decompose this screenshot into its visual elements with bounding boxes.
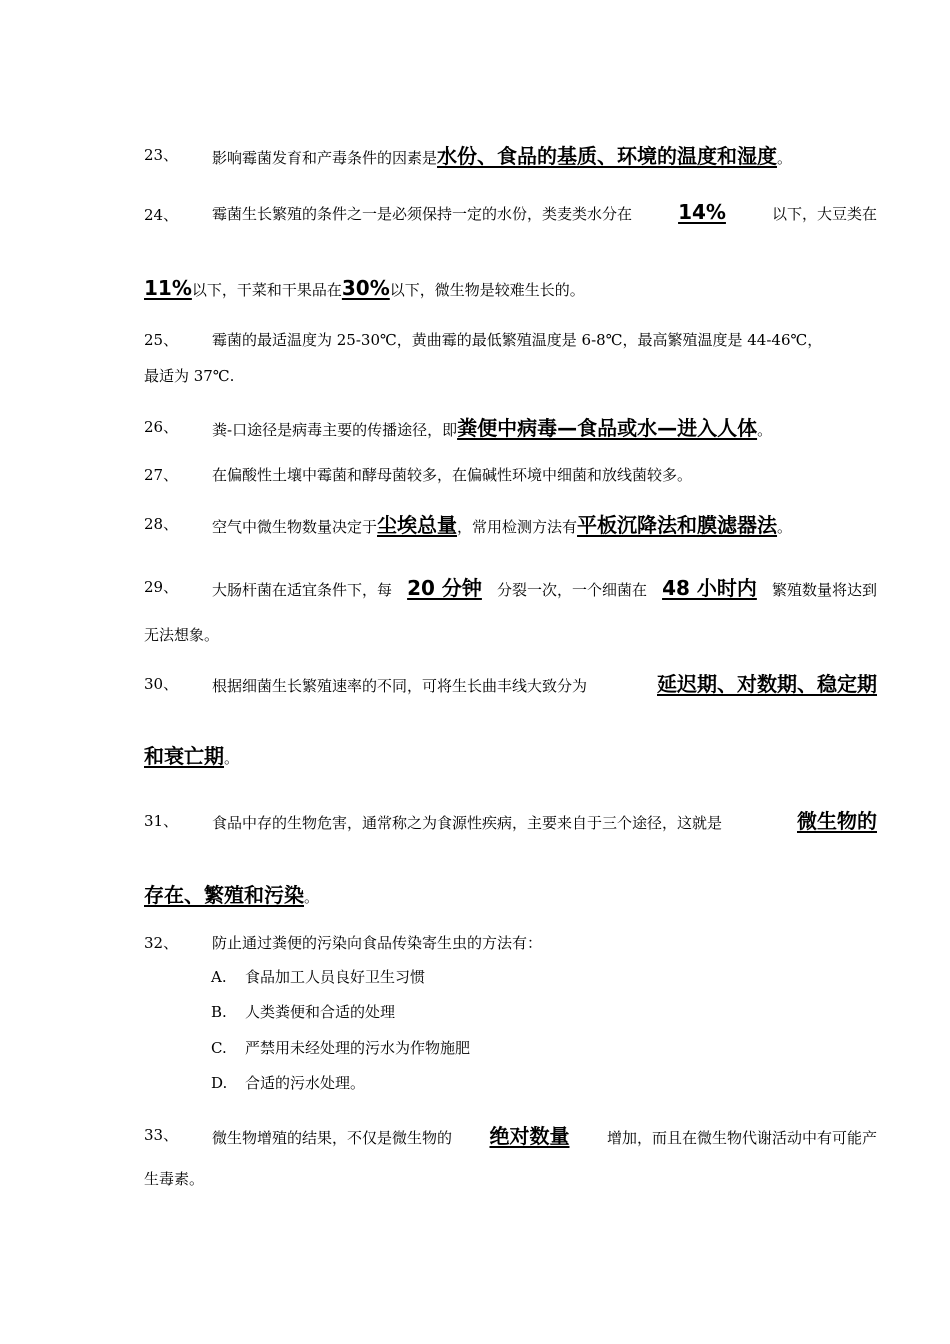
answer-underlined: 延迟期、对数期、稳定期 bbox=[657, 672, 877, 696]
question-33 bbox=[144, 1120, 877, 1189]
question-24 bbox=[144, 200, 877, 300]
question-text: 微生物增殖的结果，不仅是微生物的 bbox=[212, 1129, 453, 1147]
question-text: 根据细菌生长繁殖速率的不同，可将生长曲丰线大致分为 bbox=[212, 677, 588, 695]
question-23 bbox=[144, 140, 877, 168]
question-number: 33、 bbox=[144, 1126, 179, 1144]
question-text: 无法想象。 bbox=[144, 626, 220, 644]
question-text: 空气中微生物数量决定于 bbox=[212, 518, 378, 536]
question-26 bbox=[144, 412, 877, 440]
question-text: 。 bbox=[224, 749, 240, 767]
question-text: 影响霉菌发育和产毒条件的因素是 bbox=[212, 149, 438, 167]
question-text: 繁殖数量将达到 bbox=[771, 581, 877, 599]
question-text: ，常用检测方法有 bbox=[457, 518, 578, 536]
question-text: 。 bbox=[304, 888, 320, 906]
answer-underlined: 绝对数量 bbox=[489, 1124, 570, 1148]
answer-underlined: 20 分钟 bbox=[407, 576, 482, 600]
question-text: 以下，微生物是较难生长的。 bbox=[389, 281, 585, 299]
option-label: D. bbox=[211, 1074, 228, 1092]
option-text: 严禁用未经处理的污水为作物施肥 bbox=[245, 1039, 471, 1057]
question-30 bbox=[144, 668, 877, 769]
question-number: 27、 bbox=[144, 466, 179, 484]
answer-underlined: 水份、食品的基质、环境的温度和湿度 bbox=[437, 144, 778, 168]
question-number: 29、 bbox=[144, 578, 179, 596]
option-label: A. bbox=[211, 968, 227, 986]
question-text: 在偏酸性土壤中霉菌和酵母菌较多，在偏碱性环境中细菌和放线菌较多。 bbox=[212, 466, 693, 484]
question-text: 大肠杆菌在适宜条件下，每 bbox=[212, 581, 393, 599]
question-number: 31、 bbox=[144, 812, 179, 830]
answer-underlined: 粪便中病毒—食品或水—进入人体 bbox=[457, 416, 758, 440]
question-text: 最适为 37℃. bbox=[144, 367, 235, 385]
answer-underlined: 尘埃总量 bbox=[377, 513, 458, 537]
question-number: 28、 bbox=[144, 515, 179, 533]
question-text: 霉菌生长繁殖的条件之一是必须保持一定的水份，类麦类水分在 bbox=[212, 205, 633, 223]
question-32 bbox=[144, 932, 877, 952]
option-b bbox=[211, 1001, 395, 1022]
question-28 bbox=[144, 509, 877, 537]
question-27 bbox=[144, 464, 877, 484]
question-29 bbox=[144, 572, 877, 645]
option-label: B. bbox=[211, 1003, 227, 1021]
question-number: 30、 bbox=[144, 675, 179, 693]
answer-underlined: 14% bbox=[678, 200, 726, 224]
question-text: 以下，干菜和干果品在 bbox=[191, 281, 342, 299]
option-a bbox=[211, 966, 425, 987]
question-text: 。 bbox=[757, 421, 773, 439]
option-text: 食品加工人员良好卫生习惯 bbox=[245, 968, 426, 986]
question-text: 霉菌的最适温度为 25-30℃，黄曲霉的最低繁殖温度是 6-8℃，最高繁殖温度是 44-46℃， bbox=[212, 331, 823, 349]
question-text: 防止通过粪便的污染向食品传染寄生虫的方法有： bbox=[212, 934, 543, 952]
question-text: 粪-口途径是病毒主要的传播途径，即 bbox=[212, 421, 458, 439]
question-number: 32、 bbox=[144, 934, 179, 952]
answer-underlined: 平板沉降法和膜滤器法 bbox=[577, 513, 778, 537]
answer-underlined: 48 小时内 bbox=[662, 576, 757, 600]
option-label: C. bbox=[211, 1039, 227, 1057]
question-31 bbox=[144, 805, 877, 908]
answer-underlined: 30% bbox=[341, 276, 390, 300]
answer-underlined: 和衰亡期 bbox=[144, 744, 224, 768]
question-text: 。 bbox=[777, 518, 793, 536]
option-text: 合适的污水处理。 bbox=[245, 1074, 366, 1092]
question-number: 24、 bbox=[144, 206, 179, 224]
question-number: 25、 bbox=[144, 331, 179, 349]
question-number: 26、 bbox=[144, 418, 179, 436]
question-25 bbox=[144, 329, 877, 386]
answer-underlined: 微生物的 bbox=[797, 809, 877, 833]
question-text: 食品中存的生物危害，通常称之为食源性疾病，主要来自于三个途径，这就是 bbox=[212, 814, 723, 832]
question-text: 。 bbox=[777, 149, 793, 167]
question-text: 以下，大豆类在 bbox=[771, 205, 877, 223]
question-text: 生毒素。 bbox=[144, 1170, 205, 1188]
question-text: 分裂一次，一个细菌在 bbox=[496, 581, 647, 599]
option-text: 人类粪便和合适的处理 bbox=[245, 1003, 396, 1021]
option-d bbox=[211, 1072, 365, 1093]
answer-underlined: 11% bbox=[144, 276, 192, 300]
question-number: 23、 bbox=[144, 146, 179, 164]
answer-underlined: 存在、繁殖和污染 bbox=[144, 883, 304, 907]
question-text: 增加，而且在微生物代谢活动中有可能产 bbox=[606, 1129, 877, 1147]
option-c bbox=[211, 1037, 470, 1058]
